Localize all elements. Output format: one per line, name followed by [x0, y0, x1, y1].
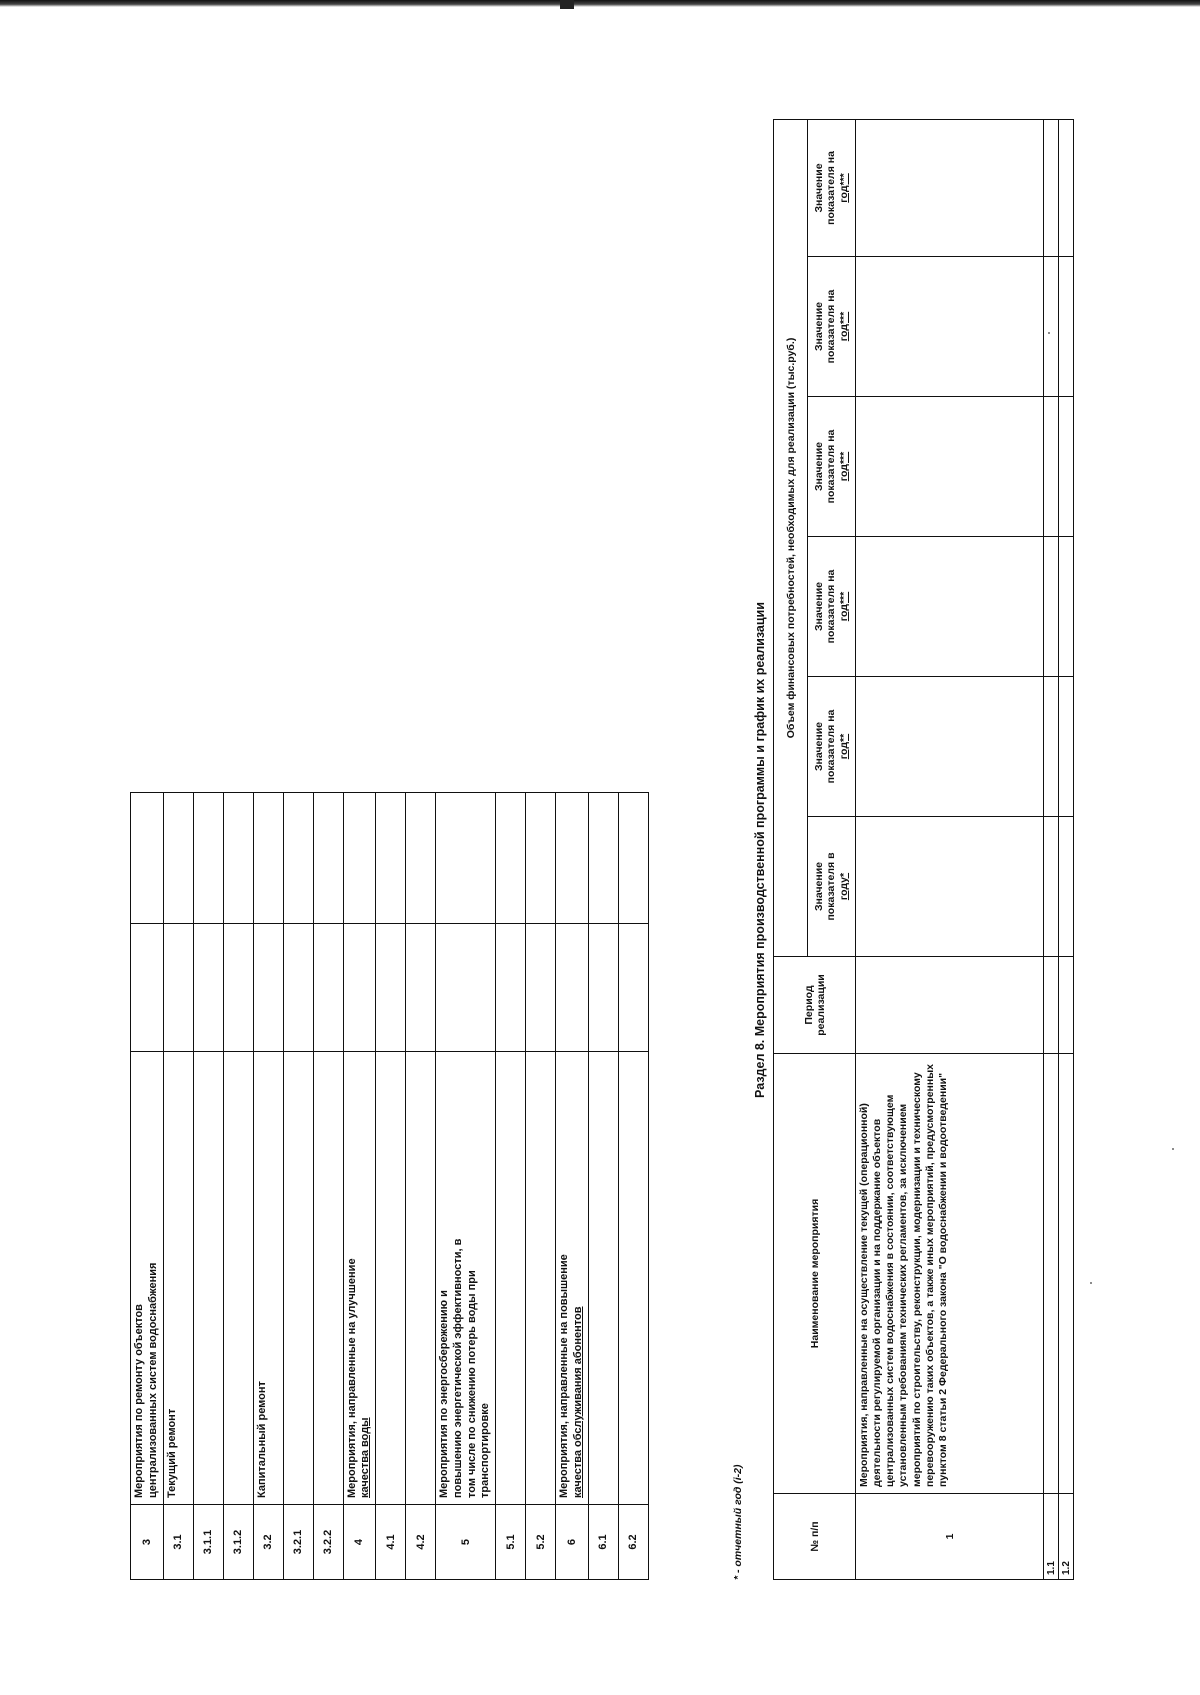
- header-indicator-line: год***: [837, 451, 850, 482]
- empty-value-cell: [556, 924, 589, 1052]
- empty-value-cell: [588, 793, 618, 924]
- empty-value-cell: [253, 924, 283, 1052]
- header-indicator-line: год**: [837, 733, 850, 760]
- activity-name-line: Мероприятия, направленные на повышение: [558, 1254, 570, 1498]
- header-indicator-line: показателя на: [825, 569, 838, 644]
- empty-value-cell: [313, 924, 343, 1052]
- table-row: [131, 793, 164, 1580]
- empty-value-cell: [1059, 957, 1074, 1054]
- activity-name: [131, 1052, 164, 1505]
- scan-binding-mark: [560, 0, 574, 9]
- activity-name: [588, 1052, 618, 1505]
- empty-value-cell: [856, 817, 1044, 957]
- row-number: 3.2: [253, 1505, 283, 1580]
- table-row: [253, 793, 283, 1580]
- empty-value-cell: [253, 793, 283, 924]
- activity-name: [223, 1052, 253, 1505]
- empty-value-cell: [376, 793, 406, 924]
- header-implementation-period: Период реализации: [774, 957, 856, 1054]
- row-number: 6.2: [618, 1505, 648, 1580]
- header-indicator-value: [808, 537, 856, 677]
- empty-value-cell: [1059, 397, 1074, 537]
- table-row: [588, 793, 618, 1580]
- empty-value-cell: [618, 793, 648, 924]
- header-indicator-line: году*: [837, 872, 850, 901]
- header-activity-name: Наименование мероприятия: [774, 1054, 856, 1494]
- empty-value-cell: [856, 537, 1044, 677]
- section-8-activities-table: [773, 119, 1074, 1580]
- row-number: 3.1: [163, 1505, 193, 1580]
- activity-name: [1059, 1054, 1074, 1494]
- empty-value-cell: [1044, 397, 1059, 537]
- header-indicator-line: показателя на: [825, 151, 838, 225]
- row-number: 4: [343, 1505, 376, 1580]
- empty-value-cell: [1044, 957, 1059, 1054]
- table-row: [406, 793, 436, 1580]
- header-indicator-line: показателя на: [825, 429, 838, 504]
- header-indicator-line: Значение: [812, 721, 825, 772]
- table-row: [436, 793, 496, 1580]
- empty-value-cell: [526, 793, 556, 924]
- row-number: 3.2.1: [283, 1505, 313, 1580]
- row-number: 4.2: [406, 1505, 436, 1580]
- empty-value-cell: [856, 119, 1044, 256]
- header-indicator-line: Значение: [812, 441, 825, 492]
- activity-name: [313, 1052, 343, 1505]
- row-number: 1: [856, 1494, 1044, 1580]
- activity-name-line: транспортировке: [479, 1403, 492, 1498]
- empty-value-cell: [343, 793, 376, 924]
- header-indicator-line: Значение: [812, 581, 825, 632]
- scan-speck: [1090, 1282, 1092, 1284]
- activity-name: [556, 1052, 589, 1505]
- header-financial-needs: Объем финансовых потребностей, необходимых для реализации (тыс.руб.): [774, 119, 808, 956]
- activity-name: [283, 1052, 313, 1505]
- table-row: [618, 793, 648, 1580]
- empty-value-cell: [856, 397, 1044, 537]
- row-number: 6: [556, 1505, 589, 1580]
- empty-value-cell: [1059, 677, 1074, 817]
- table-row: [283, 793, 313, 1580]
- row-number: 3.1.2: [223, 1505, 253, 1580]
- header-indicator-line: год***: [837, 173, 850, 203]
- activity-name: [618, 1052, 648, 1505]
- row-number: 6.1: [588, 1505, 618, 1580]
- empty-value-cell: [436, 793, 496, 924]
- activity-name: [1044, 1054, 1059, 1494]
- activity-name-line: качества обслуживания абонентов: [571, 1306, 584, 1498]
- row-number: 5.1: [496, 1505, 526, 1580]
- activity-name: [496, 1052, 526, 1505]
- row-number: 3: [131, 1505, 164, 1580]
- header-indicator-value: [808, 119, 856, 256]
- row-number: 3.2.2: [313, 1505, 343, 1580]
- activity-name: Мероприятия, направленные на осуществление текущей (операционной) деятельности регулируемой организации и на поддержание объектов централизованных систем водоснабжения в состоянии, соответствующем установленным требованиям технических регламентов, за исключением мероприятий по строительству, реконструкции, модернизации и техническому перевооружению таких объектов, а также иных мероприятий, предусмотренных пунктом 8 статьи 2 Федерального закона "О водоснабжении и водоотведении": [856, 1054, 1044, 1494]
- empty-value-cell: [1059, 119, 1074, 256]
- header-indicator-line: Значение: [812, 163, 825, 213]
- activity-name-line: том числе по снижению потерь воды при: [465, 1270, 478, 1498]
- table-row: [376, 793, 406, 1580]
- empty-value-cell: [313, 793, 343, 924]
- activity-name-line: Мероприятия по ремонту объектов: [133, 1304, 145, 1498]
- activity-name-line: Мероприятия, направленные на улучшение: [345, 1258, 358, 1498]
- header-indicator-line: Значение: [812, 301, 825, 352]
- table-row: [526, 793, 556, 1580]
- header-indicator-line: показателя на: [825, 289, 838, 364]
- row-number: 5: [436, 1505, 496, 1580]
- header-row-number: № п/п: [774, 1494, 856, 1580]
- empty-value-cell: [1044, 677, 1059, 817]
- table-row: [556, 793, 589, 1580]
- table-row: [313, 793, 343, 1580]
- empty-value-cell: [556, 793, 589, 924]
- table-row: [1059, 119, 1074, 1579]
- header-indicator-line: год***: [837, 311, 850, 342]
- activity-name: [406, 1052, 436, 1505]
- table-row: [343, 793, 376, 1580]
- empty-value-cell: [283, 924, 313, 1052]
- activity-name: [526, 1052, 556, 1505]
- activity-name-line: централизованных систем водоснабжения: [146, 1262, 159, 1498]
- empty-value-cell: [496, 793, 526, 924]
- table-row: [193, 793, 223, 1580]
- empty-value-cell: [283, 793, 313, 924]
- activity-name: [193, 1052, 223, 1505]
- header-indicator-line: показателя на: [825, 709, 838, 784]
- table-row: [163, 793, 193, 1580]
- empty-value-cell: [131, 793, 164, 924]
- header-indicator-line: показателя в: [825, 852, 838, 921]
- activity-name-line: качества воды: [359, 1417, 372, 1498]
- empty-value-cell: [1059, 817, 1074, 957]
- row-number: 3.1.1: [193, 1505, 223, 1580]
- header-indicator-line: Значение: [812, 861, 825, 912]
- empty-value-cell: [193, 793, 223, 924]
- table-row: [856, 119, 1044, 1579]
- activity-name: [343, 1052, 376, 1505]
- empty-value-cell: [193, 924, 223, 1052]
- activity-name: [376, 1052, 406, 1505]
- empty-value-cell: [1044, 119, 1059, 256]
- rotated-document-page: [130, 120, 1072, 1580]
- row-number: 1.2: [1059, 1494, 1074, 1580]
- table-row: [223, 793, 253, 1580]
- empty-value-cell: [163, 924, 193, 1052]
- empty-value-cell: [406, 793, 436, 924]
- activity-name: Текущий ремонт: [163, 1052, 193, 1505]
- empty-value-cell: [1044, 257, 1059, 397]
- row-number: 4.1: [376, 1505, 406, 1580]
- empty-value-cell: [588, 924, 618, 1052]
- header-indicator-value: [808, 677, 856, 817]
- activity-name-line: Мероприятия по энергосбережению и: [438, 1290, 450, 1498]
- activity-name: [436, 1052, 496, 1505]
- empty-value-cell: [856, 257, 1044, 397]
- activity-name-line: повышению энергетической эффективности, в: [451, 1238, 464, 1498]
- empty-value-cell: [376, 924, 406, 1052]
- empty-value-cell: [223, 924, 253, 1052]
- empty-value-cell: [406, 924, 436, 1052]
- empty-value-cell: [1059, 257, 1074, 397]
- activities-table-sections-3-6: [130, 792, 649, 1580]
- header-indicator-value: [808, 817, 856, 957]
- empty-value-cell: [223, 793, 253, 924]
- table-row: [496, 793, 526, 1580]
- scan-top-edge: [0, 0, 1200, 7]
- header-indicator-value: [808, 397, 856, 537]
- row-number: 5.2: [526, 1505, 556, 1580]
- scan-speck: [1172, 1148, 1174, 1150]
- header-indicator-value: [808, 257, 856, 397]
- activity-name: Капитальный ремонт: [253, 1052, 283, 1505]
- empty-value-cell: [1059, 537, 1074, 677]
- empty-value-cell: [618, 924, 648, 1052]
- empty-value-cell: [1044, 537, 1059, 677]
- footnote: * - отчетный год (i-2): [732, 1464, 744, 1580]
- empty-value-cell: [856, 957, 1044, 1054]
- empty-value-cell: [436, 924, 496, 1052]
- empty-value-cell: [856, 677, 1044, 817]
- table-row: [1044, 119, 1059, 1579]
- empty-value-cell: [496, 924, 526, 1052]
- header-indicator-line: год***: [837, 591, 850, 622]
- empty-value-cell: [343, 924, 376, 1052]
- section-title: Раздел 8. Мероприятия производственной программы и график их реализации: [753, 602, 767, 1098]
- empty-value-cell: [526, 924, 556, 1052]
- row-number: 1.1: [1044, 1494, 1059, 1580]
- empty-value-cell: [163, 793, 193, 924]
- empty-value-cell: [131, 924, 164, 1052]
- empty-value-cell: [1044, 817, 1059, 957]
